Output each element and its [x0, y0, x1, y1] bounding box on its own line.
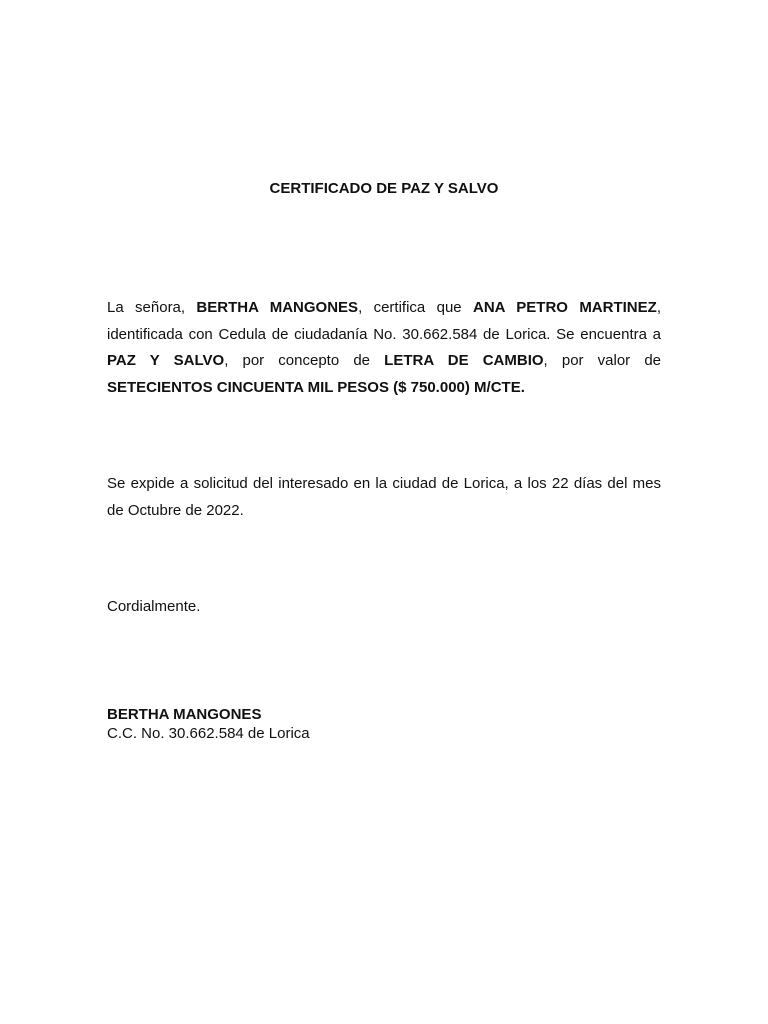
concept-phrase: LETRA DE CAMBIO: [384, 352, 544, 370]
status-phrase: PAZ Y SALVO: [107, 352, 225, 370]
issuance-paragraph: Se expide a solicitud del interesado en la ciudad de Lorica, a los 22 días del mes de Octubre de 2022.: [107, 475, 661, 519]
amount-phrase: SETECIENTOS CINCUENTA MIL PESOS ($ 750.000) M/CTE.: [107, 379, 525, 397]
text-segment: , identificada con Cedula de ciudadanía No. 30.662.584 de Lorica. Se encuentra a: [107, 299, 661, 343]
certifier-name: BERTHA MANGONES: [196, 299, 359, 316]
signatory-id: C.C. No. 30.662.584 de Lorica: [107, 725, 310, 742]
text-segment: , por concepto de: [224, 352, 385, 370]
beneficiary-name: ANA PETRO MARTINEZ: [473, 299, 657, 316]
text-segment: , por valor de: [543, 352, 661, 370]
signatory-name: BERTHA MANGONES: [107, 706, 262, 723]
certification-paragraph: [107, 295, 661, 402]
document-title: CERTIFICADO DE PAZ Y SALVO: [269, 180, 499, 197]
text-segment: , certifica que: [358, 299, 473, 316]
text-segment: La señora,: [107, 299, 197, 316]
closing-text: Cordialmente.: [107, 598, 201, 615]
